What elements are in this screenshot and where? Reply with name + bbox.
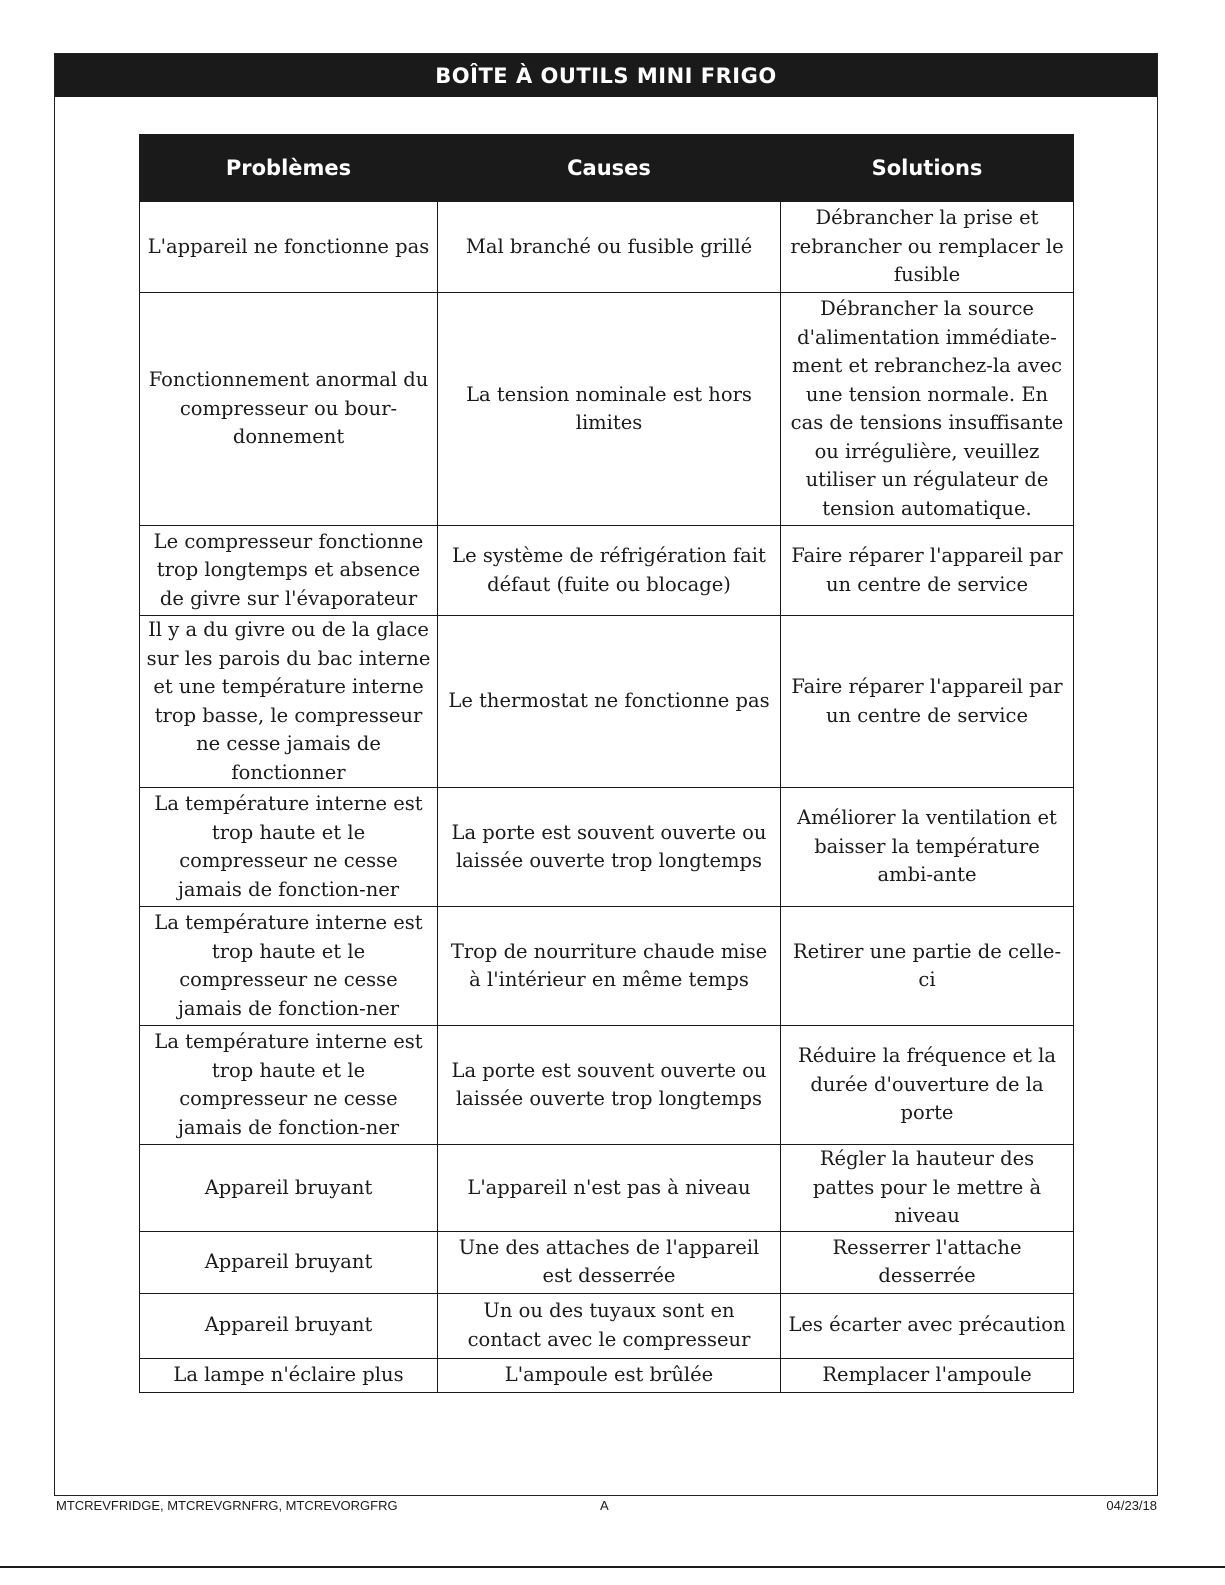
cause-cell: La tension nominale est hors limites <box>438 293 781 526</box>
troubleshooting-table <box>139 134 1074 1393</box>
solution-cell: Remplacer l'ampoule <box>781 1358 1074 1392</box>
footer-page-number: A <box>600 1498 609 1513</box>
cause-cell: Trop de nourriture chaude mise à l'intérieur en même temps <box>438 907 781 1026</box>
footer-date: 04/23/18 <box>1106 1498 1157 1513</box>
solution-cell: Faire réparer l'appareil par un centre de service <box>781 526 1074 616</box>
problem-cell: La température interne est trop haute et le compresseur ne cesse jamais de fonction-ner <box>140 907 438 1026</box>
banner-title: BOÎTE À OUTILS MINI FRIGO <box>55 54 1157 97</box>
problem-cell: Le compresseur fonctionne trop longtemps et absence de givre sur l'évaporateur <box>140 526 438 616</box>
problem-cell: Il y a du givre ou de la glace sur les parois du bac interne et une température interne trop basse, le compresseur ne cesse jamais de fonctionner <box>140 616 438 788</box>
solution-cell: Réduire la fréquence et la durée d'ouverture de la porte <box>781 1026 1074 1145</box>
solution-cell: Régler la hauteur des pattes pour le mettre à niveau <box>781 1145 1074 1232</box>
table-row <box>140 1293 1074 1358</box>
problem-cell: Appareil bruyant <box>140 1293 438 1358</box>
cause-cell: Le thermostat ne fonctionne pas <box>438 616 781 788</box>
table-row <box>140 788 1074 907</box>
solution-cell: Resserrer l'attache desserrée <box>781 1231 1074 1293</box>
cause-cell: Un ou des tuyaux sont en contact avec le compresseur <box>438 1293 781 1358</box>
problem-cell: Fonctionnement anormal du compresseur ou bour-donnement <box>140 293 438 526</box>
solution-cell: Les écarter avec précaution <box>781 1293 1074 1358</box>
table-row <box>140 1145 1074 1232</box>
header-solutions: Solutions <box>781 135 1074 202</box>
problem-cell: La lampe n'éclaire plus <box>140 1358 438 1392</box>
cause-cell: Le système de réfrigération fait défaut (fuite ou blocage) <box>438 526 781 616</box>
solution-cell: Faire réparer l'appareil par un centre de service <box>781 616 1074 788</box>
cause-cell: Une des attaches de l'appareil est desserrée <box>438 1231 781 1293</box>
cause-cell: La porte est souvent ouverte ou laissée ouverte trop longtemps <box>438 1026 781 1145</box>
table-row <box>140 1358 1074 1392</box>
table-row <box>140 293 1074 526</box>
header-problems: Problèmes <box>140 135 438 202</box>
table-row <box>140 1026 1074 1145</box>
problem-cell: La température interne est trop haute et le compresseur ne cesse jamais de fonction-ner <box>140 788 438 907</box>
table-row <box>140 1231 1074 1293</box>
solution-cell: Débrancher la prise et rebrancher ou remplacer le fusible <box>781 202 1074 293</box>
cause-cell: La porte est souvent ouverte ou laissée ouverte trop longtemps <box>438 788 781 907</box>
table-header-row <box>140 135 1074 202</box>
table-row <box>140 526 1074 616</box>
table-row <box>140 202 1074 293</box>
table-row <box>140 907 1074 1026</box>
bottom-rule <box>0 1566 1225 1568</box>
table-row <box>140 616 1074 788</box>
cause-cell: L'appareil n'est pas à niveau <box>438 1145 781 1232</box>
solution-cell: Débrancher la source d'alimentation immédiate-ment et rebranchez-la avec une tension normale. En cas de tensions insuffisante ou irrégulière, veuillez utiliser un régulateur de tension automatique. <box>781 293 1074 526</box>
problem-cell: L'appareil ne fonctionne pas <box>140 202 438 293</box>
problem-cell: Appareil bruyant <box>140 1231 438 1293</box>
solution-cell: Améliorer la ventilation et baisser la température ambi-ante <box>781 788 1074 907</box>
problem-cell: Appareil bruyant <box>140 1145 438 1232</box>
footer-models: MTCREVFRIDGE, MTCREVGRNFRG, MTCREVORGFRG <box>56 1498 398 1513</box>
header-causes: Causes <box>438 135 781 202</box>
cause-cell: L'ampoule est brûlée <box>438 1358 781 1392</box>
solution-cell: Retirer une partie de celle-ci <box>781 907 1074 1026</box>
cause-cell: Mal branché ou fusible grillé <box>438 202 781 293</box>
problem-cell: La température interne est trop haute et le compresseur ne cesse jamais de fonction-ner <box>140 1026 438 1145</box>
